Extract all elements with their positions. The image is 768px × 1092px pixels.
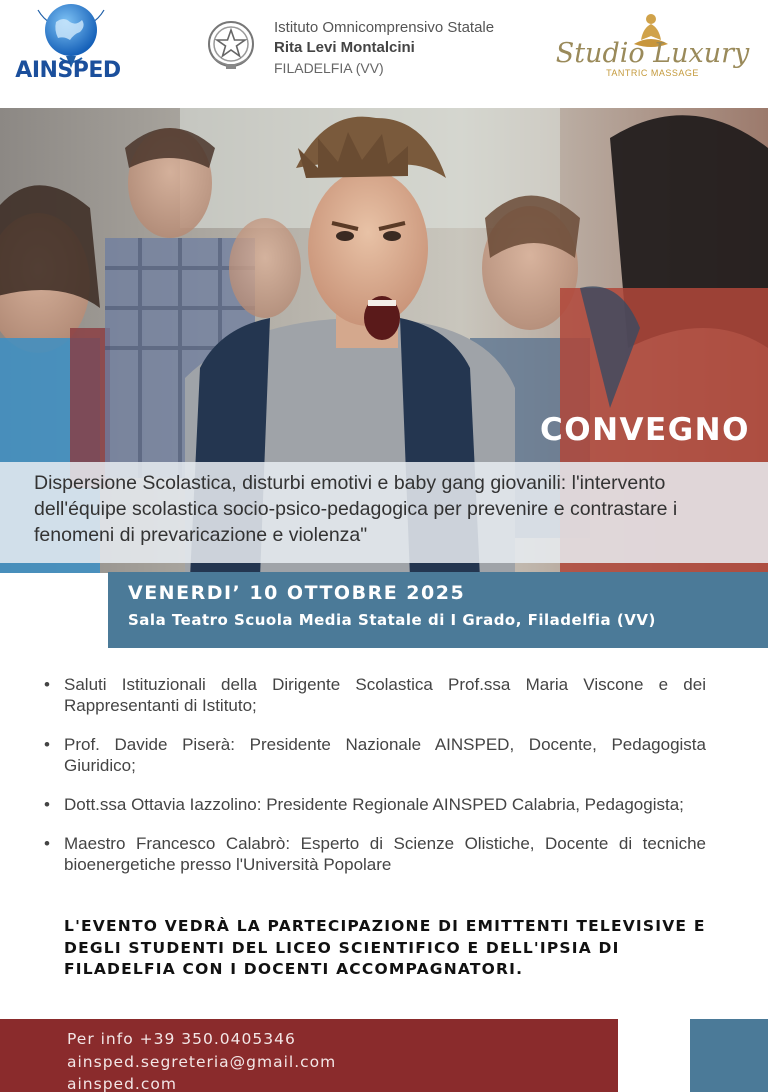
convegno-label: CONVEGNO bbox=[540, 412, 750, 448]
bullet-icon: • bbox=[44, 675, 50, 694]
republic-emblem-icon bbox=[206, 18, 256, 74]
ainsped-logo bbox=[8, 0, 120, 100]
ainsped-wordmark: AINSPED bbox=[15, 58, 121, 83]
list-item-text: Dott.ssa Ottavia Iazzolino: Presidente Regionale AINSPED Calabria, Pedagogista; bbox=[64, 795, 684, 814]
contact-website[interactable]: ainsped.com bbox=[67, 1075, 177, 1092]
studio-luxury-subtitle: TANTRIC MASSAGE bbox=[606, 68, 699, 78]
list-item bbox=[44, 794, 706, 815]
bullet-icon: • bbox=[44, 834, 50, 853]
list-item bbox=[44, 674, 706, 716]
list-item-text: Prof. Davide Piserà: Presidente Nazionale AINSPED, Docente, Pedagogista Giuridico; bbox=[64, 735, 706, 775]
studio-luxury-name: Studio Luxury bbox=[555, 38, 750, 69]
list-item bbox=[44, 833, 706, 875]
list-item-text: Maestro Francesco Calabrò: Esperto di Scienze Olistiche, Docente di tecniche bioenergetiche presso l'Università Popolare bbox=[64, 834, 706, 874]
bullet-icon: • bbox=[44, 735, 50, 754]
istituto-logo bbox=[206, 18, 526, 80]
bullet-icon: • bbox=[44, 795, 50, 814]
contact-phone: Per info +39 350.0405346 bbox=[67, 1030, 296, 1048]
istituto-location: FILADELFIA (VV) bbox=[274, 60, 384, 76]
event-date: VENERDI’ 10 OTTOBRE 2025 bbox=[128, 582, 466, 604]
istituto-text bbox=[274, 18, 494, 78]
program-list bbox=[44, 674, 706, 893]
event-note: L'EVENTO VEDRÀ LA PARTECIPAZIONE DI EMITTENTI TELEVISIVE E DEGLI STUDENTI DEL LICEO SCIENTIFICO E DELL'IPSIA DI FILADELFIA CON I DOCENTI ACCOMPAGNATORI. bbox=[64, 917, 706, 978]
contact-email[interactable]: ainsped.segreteria@gmail.com bbox=[67, 1053, 337, 1071]
studio-luxury-logo bbox=[550, 10, 755, 82]
event-venue: Sala Teatro Scuola Media Statale di I Grado, Filadelfia (VV) bbox=[128, 611, 656, 629]
list-item bbox=[44, 734, 706, 776]
list-item-text: Saluti Istituzionali della Dirigente Scolastica Prof.ssa Maria Viscone e dei Rappresentanti di Istituto; bbox=[64, 675, 706, 715]
header bbox=[0, 0, 768, 108]
topic-text: Dispersione Scolastica, disturbi emotivi e baby gang giovanili: l'intervento dell'équipe scolastica socio-psico-pedagogica per prevenire e contrastare i fenomeni di prevaricazione e violenza" bbox=[34, 472, 678, 546]
footer-accent-block bbox=[690, 1019, 768, 1092]
istituto-title: Rita Levi Montalcini bbox=[274, 39, 415, 56]
istituto-name: Istituto Omnicomprensivo Statale bbox=[274, 19, 495, 36]
